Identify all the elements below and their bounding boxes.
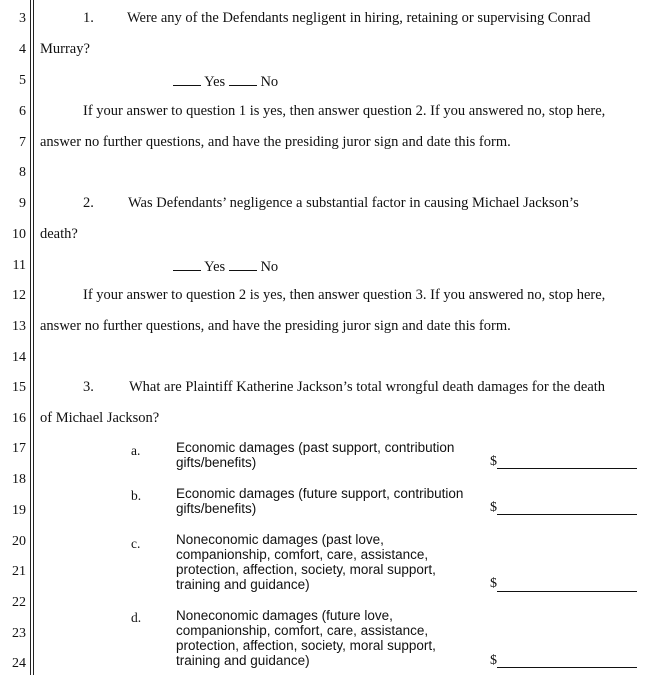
question-3-text-cont: of Michael Jackson? [40, 410, 160, 426]
yes-blank[interactable] [173, 257, 201, 271]
line-number: 9 [19, 196, 26, 211]
damage-item-d-amount-line[interactable] [497, 667, 637, 668]
question-3-number: 3. [83, 379, 94, 395]
question-1-instruction-cont: answer no further questions, and have the presiding juror sign and date this form. [40, 134, 511, 150]
damage-item-c-text-cont: training and guidance) [176, 577, 310, 592]
line-number: 8 [19, 165, 26, 180]
damage-item-b-text: Economic damages (future support, contribution [176, 486, 464, 501]
damage-item-c-text-cont: protection, affection, society, moral support, [176, 562, 436, 577]
question-3-text: What are Plaintiff Katherine Jackson’s total wrongful death damages for the death [129, 379, 606, 395]
yes-label: Yes [204, 259, 226, 275]
line-number: 5 [19, 73, 26, 88]
damage-item-c-letter: c. [131, 536, 141, 551]
line-number: 12 [12, 288, 26, 303]
question-2-instruction: If your answer to question 2 is yes, then answer question 3. If you answered no, stop here, [83, 287, 606, 303]
question-1-instruction: If your answer to question 1 is yes, then answer question 2. If you answered no, stop here, [83, 103, 606, 119]
damage-item-b-amount-line[interactable] [497, 514, 637, 515]
question-1-number: 1. [83, 10, 94, 26]
line-number: 20 [12, 534, 26, 549]
line-number: 16 [12, 411, 26, 426]
no-blank[interactable] [229, 257, 257, 271]
question-2-instruction-cont: answer no further questions, and have the presiding juror sign and date this form. [40, 318, 511, 334]
no-label: No [260, 74, 279, 90]
damage-item-d-text-cont: protection, affection, society, moral support, [176, 638, 436, 653]
damage-item-a-text-cont: gifts/benefits) [176, 455, 257, 470]
line-number: 4 [19, 42, 26, 57]
damage-item-a-text: Economic damages (past support, contribution [176, 440, 455, 455]
question-1-answer [173, 72, 278, 91]
line-number: 7 [19, 135, 26, 150]
question-2-answer [173, 257, 278, 276]
damage-item-b-currency: $ [490, 500, 497, 515]
question-1-text-cont: Murray? [40, 41, 90, 57]
damage-item-d-text: Noneconomic damages (future love, [176, 608, 393, 623]
line-number: 11 [12, 258, 26, 273]
yes-label: Yes [204, 74, 226, 90]
damage-item-c-text: Noneconomic damages (past love, [176, 532, 384, 547]
damage-item-a-currency: $ [490, 454, 497, 469]
damage-item-c-text-cont: companionship, comfort, care, assistance, [176, 547, 429, 562]
yes-blank[interactable] [173, 72, 201, 86]
question-2-number: 2. [83, 195, 94, 211]
damage-item-a-amount-line[interactable] [497, 468, 637, 469]
damage-item-b-text-cont: gifts/benefits) [176, 501, 257, 516]
damage-item-d-text-cont: companionship, comfort, care, assistance, [176, 623, 429, 638]
damage-item-d-letter: d. [131, 610, 142, 625]
line-number: 10 [12, 227, 26, 242]
line-number: 15 [12, 380, 26, 395]
no-blank[interactable] [229, 72, 257, 86]
line-number: 19 [12, 503, 26, 518]
line-number: 3 [19, 11, 26, 26]
line-number: 18 [12, 472, 26, 487]
line-number: 24 [12, 656, 26, 671]
line-number: 6 [19, 104, 26, 119]
margin-rule-right [33, 0, 34, 675]
damage-item-c-currency: $ [490, 576, 497, 591]
line-number: 22 [12, 595, 26, 610]
damage-item-b-letter: b. [131, 488, 142, 503]
line-number: 13 [12, 319, 26, 334]
line-number: 23 [12, 626, 26, 641]
margin-rule-left [30, 0, 31, 675]
no-label: No [260, 259, 279, 275]
question-1-text: Were any of the Defendants negligent in hiring, retaining or supervising Conrad [127, 10, 591, 26]
damage-item-d-text-cont: training and guidance) [176, 653, 310, 668]
line-number: 17 [12, 441, 26, 456]
damage-item-a-letter: a. [131, 443, 141, 458]
question-2-text-cont: death? [40, 226, 78, 242]
line-number: 14 [12, 350, 26, 365]
question-2-text: Was Defendants’ negligence a substantial factor in causing Michael Jackson’s [128, 195, 579, 211]
damage-item-d-currency: $ [490, 653, 497, 668]
line-number: 21 [12, 564, 26, 579]
damage-item-c-amount-line[interactable] [497, 591, 637, 592]
